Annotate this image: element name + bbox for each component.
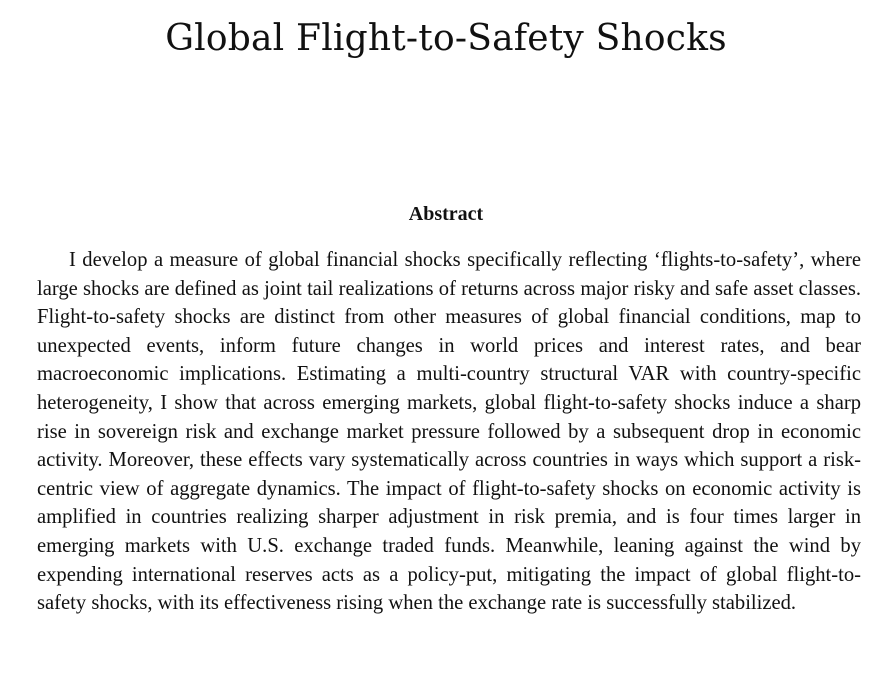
abstract-heading: Abstract (408, 203, 484, 225)
paper-title: Global Flight-to-Safety Shocks (165, 18, 727, 59)
abstract-text: I develop a measure of global financial shocks specifically reflecting ‘flights-to-safety’, where large shocks are defined as joint tail realizations of returns across major risky and safe asset classes. Flight-to-safety shocks are distinct from other measures of global financial conditions, map to unexpected events, inform future changes in world prices and interest rates, and bear macroeconomic implications. Estimating a multi-country structural VAR with country-specific heterogeneity, I show that across emerging markets, global flight-to-safety shocks induce a sharp rise in sovereign risk and exchange market pressure followed by a subsequent drop in economic activity. Moreover, these effects vary systematically across countries in ways which support a risk-centric view of aggregate dynamics. The impact of flight-to-safety shocks on economic activity is amplified in countries realizing sharper adjustment in risk premia, and is four times larger in emerging markets with U.S. exchange traded funds. Meanwhile, leaning against the wind by expending international reserves acts as a policy-put, mitigating the impact of global flight-to-safety shocks, with its effectiveness rising when the exchange rate is successfully stabilized. (37, 249, 861, 615)
